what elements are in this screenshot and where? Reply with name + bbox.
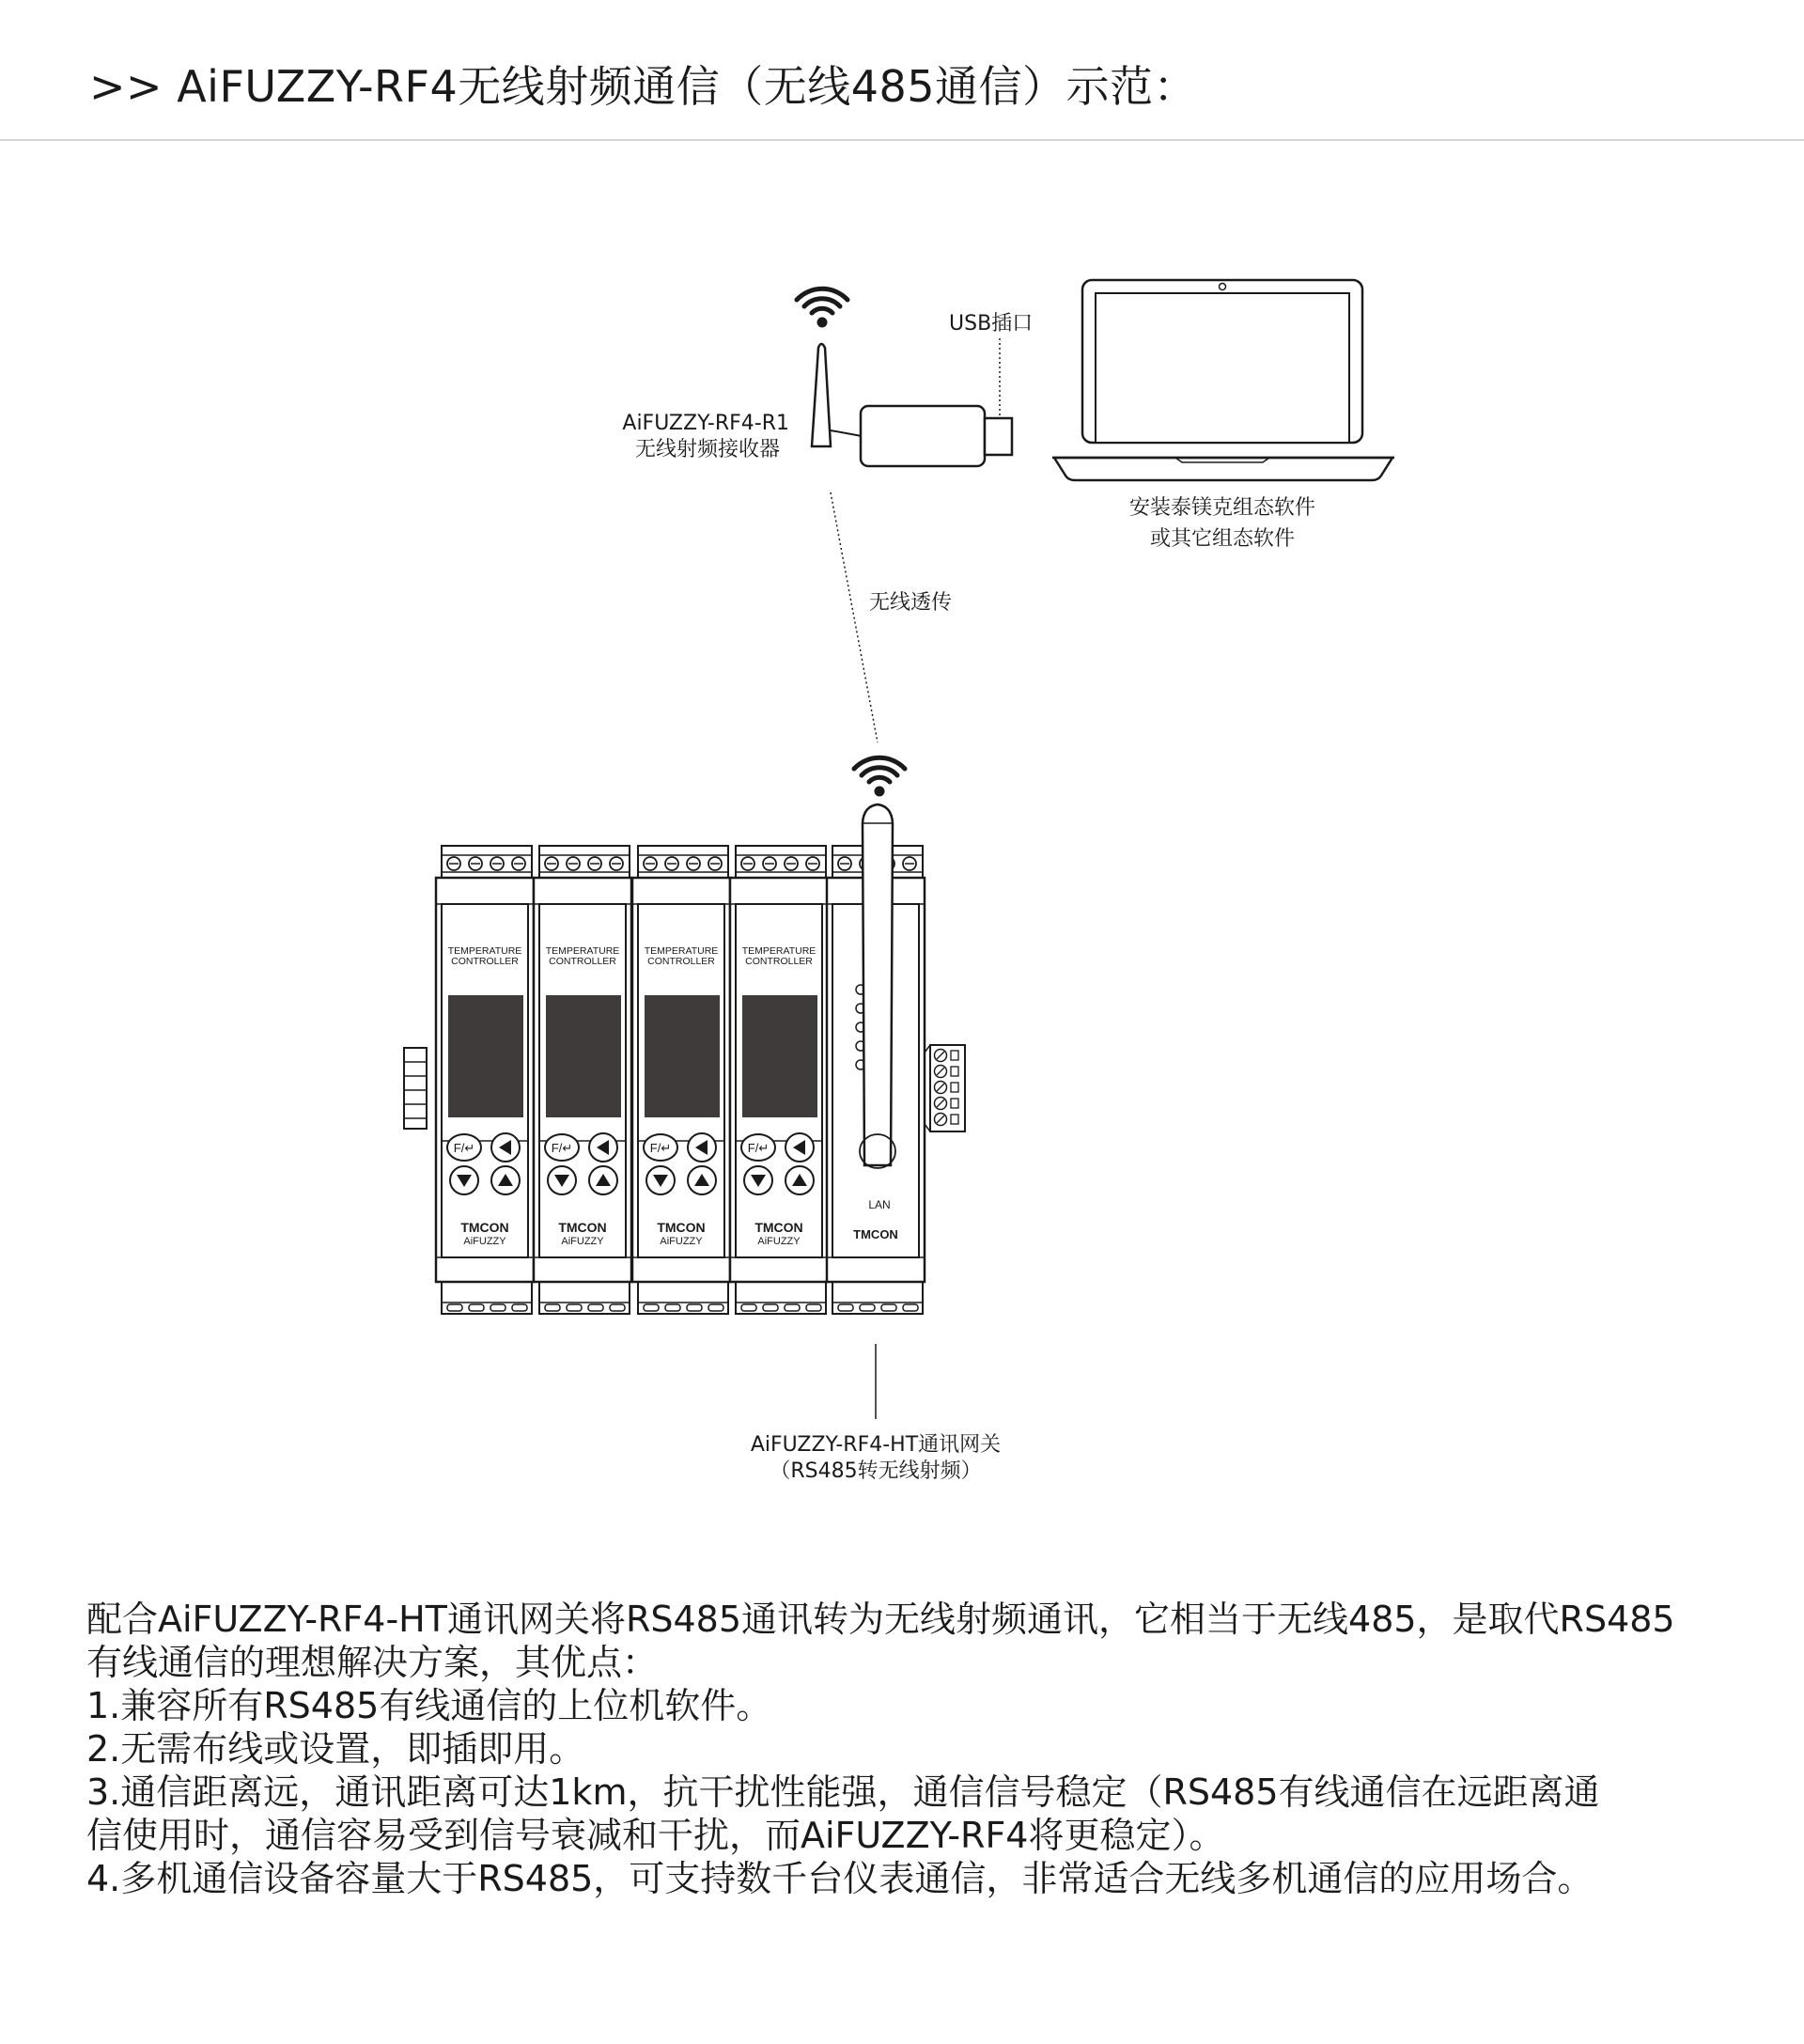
din-rail-left <box>404 1048 427 1129</box>
controller-brand-4: TMCON <box>754 1220 803 1235</box>
gateway-wifi-icon <box>854 757 905 796</box>
down-arrow-icon-4 <box>744 1166 772 1194</box>
description-line-2: 有线通信的理想解决方案，其优点： <box>86 1642 659 1683</box>
description <box>86 1598 1740 1900</box>
laptop-icon <box>1052 280 1394 480</box>
left-arrow-icon-1 <box>491 1133 520 1162</box>
f-enter-key-label-3: F/↵ <box>649 1141 672 1155</box>
f-enter-key-label-2: F/↵ <box>551 1141 573 1155</box>
f-enter-key-4 <box>741 1134 775 1161</box>
up-arrow-icon-2 <box>589 1166 617 1194</box>
usb-plug <box>985 418 1012 455</box>
controller-model-4: AiFUZZY <box>757 1236 801 1247</box>
f-enter-key-1 <box>447 1134 481 1161</box>
down-arrow-icon-2 <box>548 1166 576 1194</box>
controller-brand-1: TMCON <box>460 1220 509 1235</box>
down-arrow-icon-3 <box>646 1166 675 1194</box>
gateway-label-desc: （RS485转无线射频） <box>770 1459 982 1483</box>
description-line-4: 2.无需布线或设置，即插即用。 <box>86 1728 585 1770</box>
f-enter-key-2 <box>545 1134 579 1161</box>
gateway-antenna-icon <box>863 804 893 1165</box>
description-line-1: 配合AiFUZZY-RF4-HT通讯网关将RS485通讯转为无线射频通讯，它相当于无线485，是取代RS485 <box>86 1599 1675 1640</box>
left-arrow-icon-3 <box>688 1133 716 1162</box>
receiver-label-model: AiFUZZY-RF4-R1 <box>622 412 789 435</box>
description-line-3: 1.兼容所有RS485有线通信的上位机软件。 <box>86 1685 772 1726</box>
gateway-module <box>827 804 925 1314</box>
controller-brand-2: TMCON <box>558 1220 607 1235</box>
laptop-label-line1: 安装泰镁克组态软件 <box>1128 496 1315 520</box>
up-arrow-icon-1 <box>491 1166 520 1194</box>
page-title: >> AiFUZZY-RF4无线射频通信（无线485通信）示范： <box>89 61 1198 112</box>
f-enter-key-label-1: F/↵ <box>453 1141 475 1155</box>
wireless-link-label: 无线透传 <box>869 591 953 615</box>
controller-model-3: AiFUZZY <box>660 1236 703 1247</box>
f-enter-key-label-4: F/↵ <box>747 1141 770 1155</box>
antenna-icon <box>812 344 831 446</box>
controller-brand-3: TMCON <box>657 1220 706 1235</box>
controller-model-1: AiFUZZY <box>463 1236 506 1247</box>
up-arrow-icon-4 <box>785 1166 814 1194</box>
gateway-brand: TMCON <box>853 1227 898 1241</box>
controller-model-2: AiFUZZY <box>561 1236 604 1247</box>
controller-title-3b: CONTROLLER <box>647 956 715 967</box>
gateway-lan-label: LAN <box>868 1198 891 1211</box>
left-arrow-icon-2 <box>589 1133 617 1162</box>
wireless-link-line <box>831 492 878 742</box>
f-enter-key-3 <box>644 1134 677 1161</box>
usb-dongle <box>861 406 985 466</box>
description-line-5: 3.通信距离远，通讯距离可达1km，抗干扰性能强，通信信号稳定（RS485有线通信在远距离通 <box>86 1771 1600 1813</box>
controller-title-4a: TEMPERATURE <box>741 945 816 957</box>
controller-title-1a: TEMPERATURE <box>447 945 522 957</box>
controller-title-2a: TEMPERATURE <box>545 945 620 957</box>
description-line-7: 4.多机通信设备容量大于RS485，可支持数千台仪表通信，非常适合无线多机通信的应用场合。 <box>86 1858 1594 1899</box>
receiver-label-desc: 无线射频接收器 <box>634 438 780 461</box>
down-arrow-icon-1 <box>450 1166 478 1194</box>
description-line-6: 信使用时，通信容易受到信号衰减和干扰，而AiFUZZY-RF4将更稳定）。 <box>86 1815 1225 1856</box>
gateway-side-terminal <box>925 1045 965 1131</box>
controller-title-3a: TEMPERATURE <box>644 945 719 957</box>
laptop-label-line2: 或其它组态软件 <box>1149 527 1295 551</box>
gateway-label-model: AiFUZZY-RF4-HT通讯网关 <box>750 1433 1002 1457</box>
controller-title-2b: CONTROLLER <box>549 956 616 967</box>
usb-port-label: USB插口 <box>949 312 1034 335</box>
left-arrow-icon-4 <box>785 1133 814 1162</box>
controller-title-1b: CONTROLLER <box>451 956 519 967</box>
controller-title-4b: CONTROLLER <box>745 956 813 967</box>
up-arrow-icon-3 <box>688 1166 716 1194</box>
wifi-icon <box>797 289 848 327</box>
